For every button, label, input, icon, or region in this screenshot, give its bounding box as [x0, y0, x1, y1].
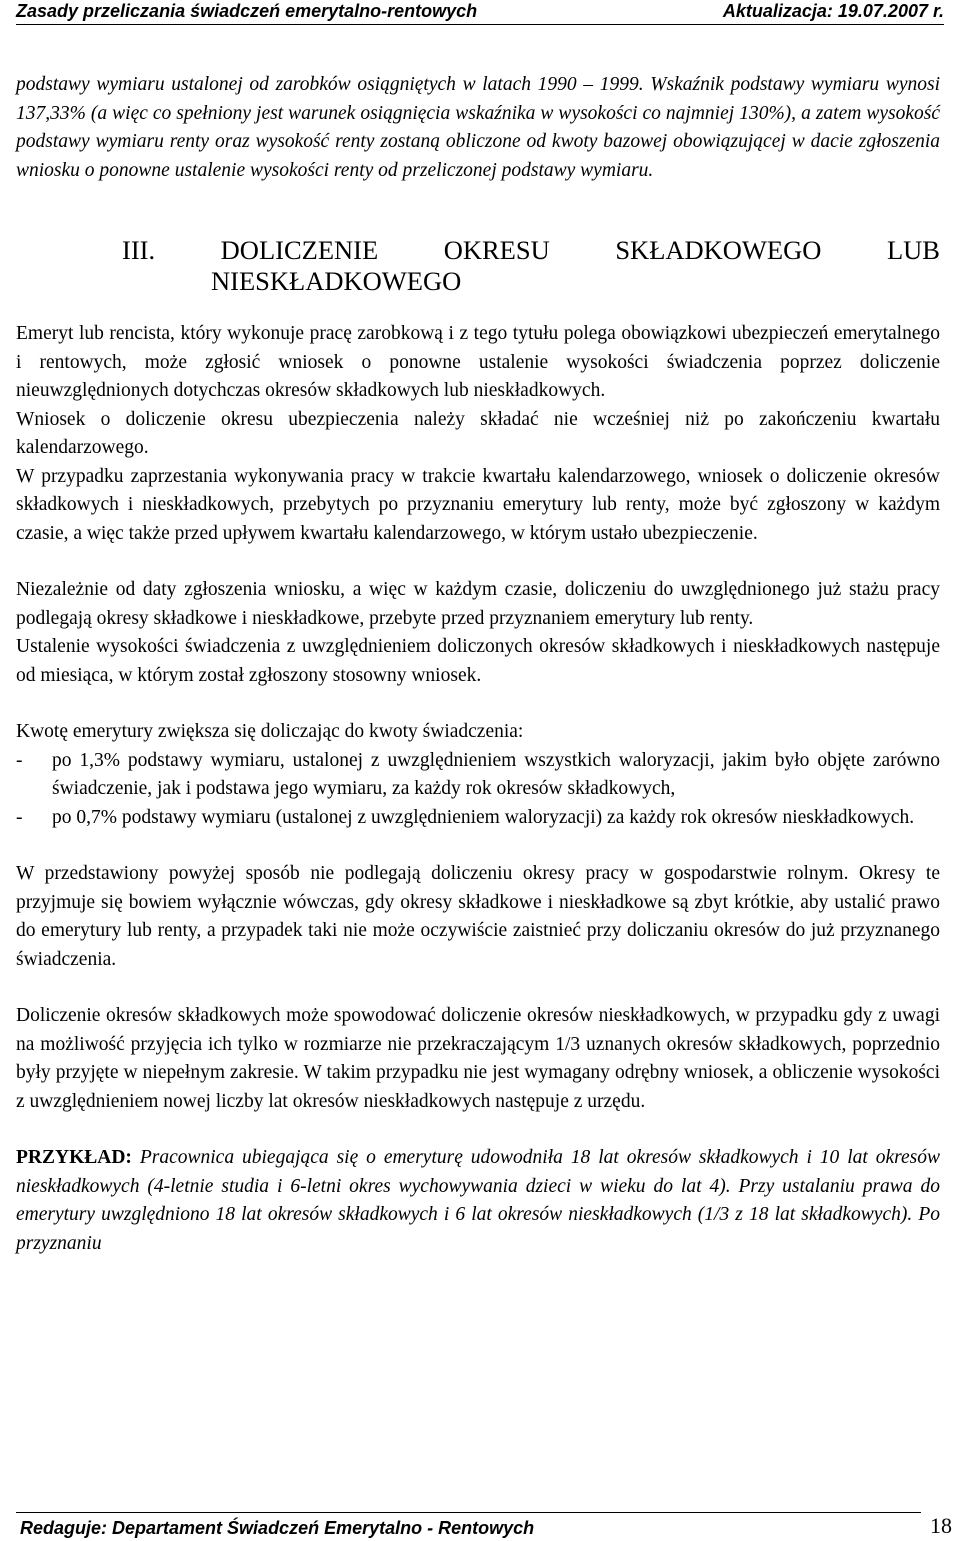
- section-heading-line1: [122, 235, 940, 266]
- page-number: 18: [930, 1513, 952, 1538]
- heading-word: OKRESU: [443, 235, 550, 265]
- example-paragraph: [16, 1144, 940, 1258]
- section-number: III.: [122, 235, 156, 265]
- list-item-text: po 1,3% podstawy wymiaru, ustalonej z uwzględnieniem wszystkich waloryzacji, jakim było objęte zarówno świadczenie, jak i podstawa jego wymiaru, za każdy rok okresów składkowych,: [52, 749, 940, 799]
- section-heading-line2: NIESKŁADKOWEGO: [211, 266, 462, 296]
- list-item-text: po 0,7% podstawy wymiaru (ustalonej z uwzględnieniem waloryzacji) za każdy rok okresów nieskładkowych.: [52, 806, 915, 828]
- paragraph: W przedstawiony powyżej sposób nie podlegają doliczeniu okresy pracy w gospodarstwie rolnym. Okresy te przyjmuje się bowiem wyłącznie wówczas, gdy okresy składkowe i nieskładkowe są zbyt krótkie, aby ustalić prawo do emerytury lub renty, a przypadek taki nie może oczywiście zaistnieć przy doliczaniu okresów do już przyznanego świadczenia.: [16, 863, 940, 970]
- paragraph: W przypadku zaprzestania wykonywania pracy w trakcie kwartału kalendarzowego, wniosek o doliczenie okresów składkowych i nieskładkowych, przebytych po przyznaniu emerytury lub renty, może być zgłoszony w każdym czasie, a więc także przed upływem kwartału kalendarzowego, w którym ustało ubezpieczenie.: [16, 465, 940, 544]
- increase-list: [16, 747, 940, 833]
- paragraph: Doliczenie okresów składkowych może spowodować doliczenie okresów nieskładkowych, w przypadku gdy z uwagi na możliwość przyjęcia ich tylko w rozmiarze nie przekraczającym 1/3 uznanych okresów składkowych, poprzednio były przyjęte w niepełnym zakresie. W takim przypadku nie jest wymagany odrębny wniosek, a obliczenie wysokości z uwzględnieniem nowej liczby lat okresów nieskładkowych następuje z urzędu.: [16, 1005, 940, 1112]
- list-item: [16, 804, 940, 833]
- heading-word: LUB: [886, 235, 940, 265]
- intro-paragraph: podstawy wymiaru ustalonej od zarobków osiągniętych w latach 1990 – 1999. Wskaźnik podstawy wymiaru wynosi 137,33% (a więc co spełniony jest warunek osiągnięcia wskaźnika w wysokości co najmniej 130%), a zatem wysokość podstawy wymiaru renty oraz wysokość renty zostaną obliczone od kwoty bazowej obowiązującej w dacie zgłoszenia wniosku o ponowne ustalenie wysokości renty od przeliczonej podstawy wymiaru.: [16, 74, 940, 181]
- list-marker: -: [16, 806, 23, 828]
- footer-editor: Redaguje: Departament Świadczeń Emerytalno - Rentowych: [20, 1518, 535, 1538]
- heading-word: DOLICZENIE: [220, 235, 379, 265]
- page-header: [16, 0, 944, 25]
- document-title: Zasady przeliczania świadczeń emerytalno-rentowych: [16, 1, 478, 21]
- heading-word: SKŁADKOWEGO: [615, 235, 822, 265]
- section-heading: [16, 235, 940, 297]
- list-item: [16, 747, 940, 804]
- example-label: PRZYKŁAD:: [16, 1147, 132, 1168]
- page-footer: [16, 1512, 921, 1541]
- document-body: [16, 71, 940, 1258]
- example-text: Pracownica ubiegająca się o emeryturę udowodniła 18 lat okresów składkowych i 10 lat okresów nieskładkowych (4-letnie studia i 6-letni okres wychowywania dzieci w wieku do lat 4). Przy ustalaniu prawa do emerytury uwzględniono 18 lat okresów składkowych i 6 lat okresów nieskładkowych (1/3 z 18 lat składkowych). Po przyznaniu: [16, 1147, 940, 1254]
- paragraph: Niezależnie od daty zgłoszenia wniosku, a więc w każdym czasie, doliczeniu do uwzględnionego już stażu pracy podlegają okresy składkowe i nieskładkowe, przebyte przed przyznaniem emerytury lub renty.: [16, 579, 940, 629]
- update-date: Aktualizacja: 19.07.2007 r.: [722, 1, 944, 21]
- paragraph: Ustalenie wysokości świadczenia z uwzględnieniem doliczonych okresów składkowych i nieskładkowych następuje od miesiąca, w którym został zgłoszony stosowny wniosek.: [16, 636, 940, 686]
- paragraph: Wniosek o doliczenie okresu ubezpieczenia należy składać nie wcześniej niż po zakończeniu kwartału kalendarzowego.: [16, 408, 940, 458]
- list-marker: -: [16, 749, 23, 771]
- paragraph: Emeryt lub rencista, który wykonuje pracę zarobkową i z tego tytułu polega obowiązkowi ubezpieczeń emerytalnego i rentowych, może zgłosić wniosek o ponowne ustalenie wysokości świadczenia poprzez doliczenie nieuwzględnionych dotychczas okresów składkowych lub nieskładkowych.: [16, 323, 940, 401]
- paragraph: Kwotę emerytury zwiększa się doliczając do kwoty świadczenia:: [16, 721, 524, 742]
